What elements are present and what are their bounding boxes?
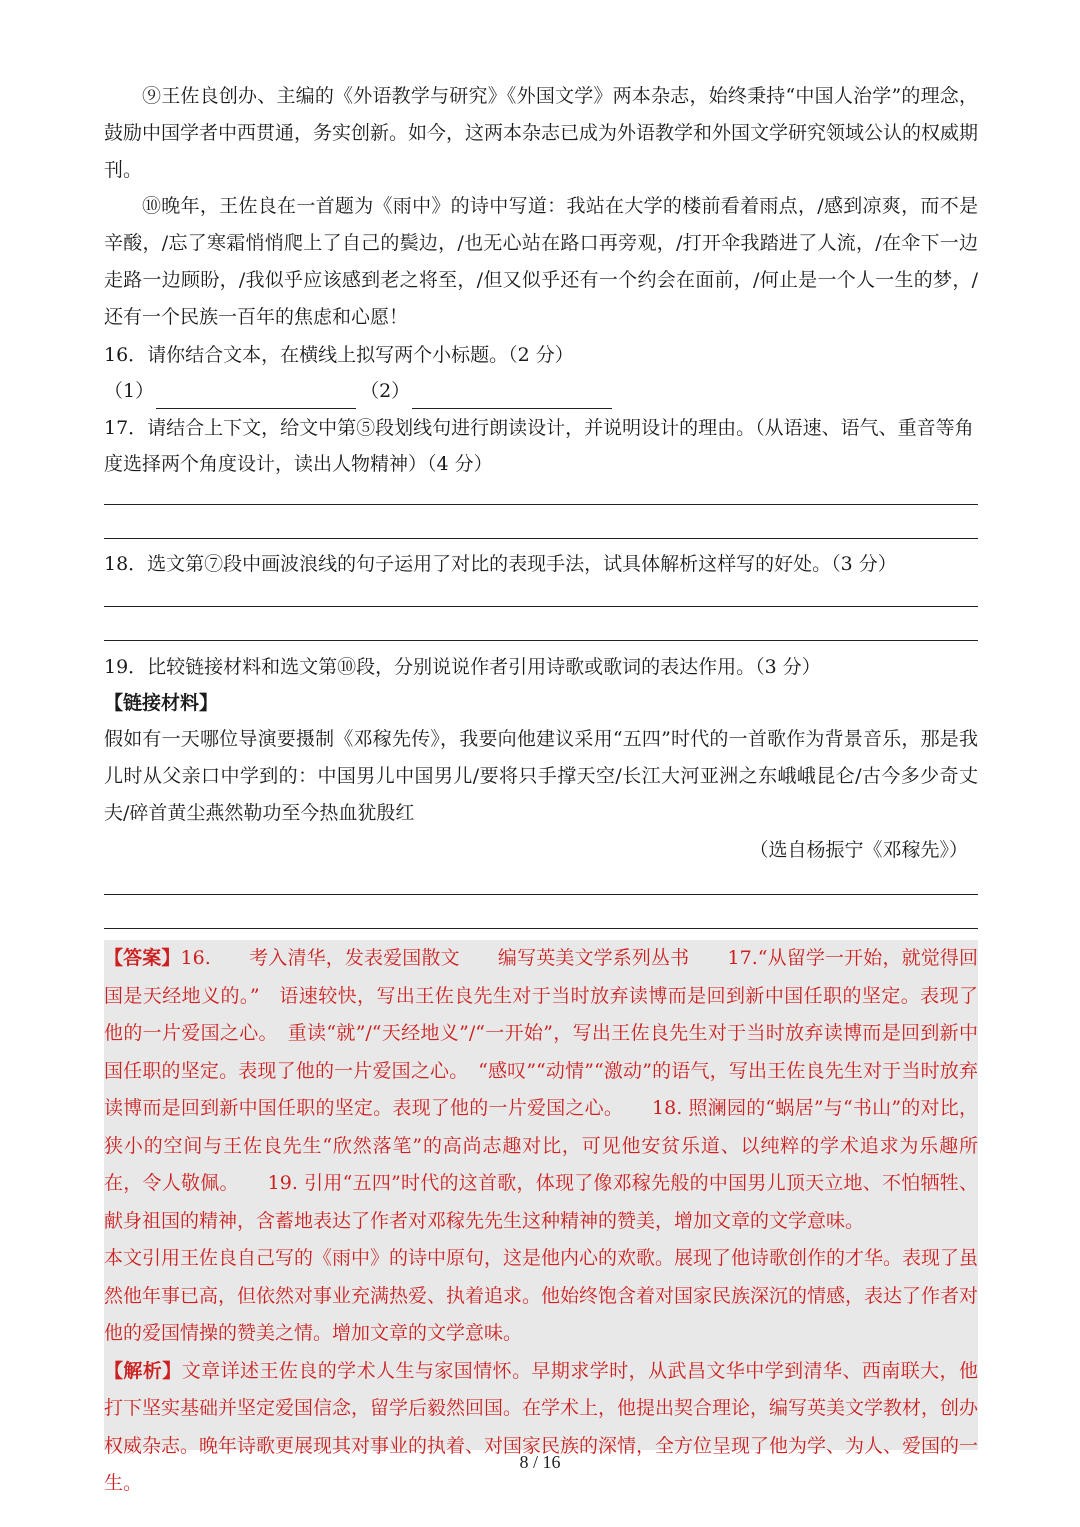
answer-text-2: 本文引用王佐良自己写的《雨中》的诗中原句，这是他内心的欢歌。展现了他诗歌创作的才华。表现了虽然他年事已高，但依然对事业充满热爱、执着追求。他始终饱含着对国家民族深沉的情感，表达了作者对他的爱国情操的赞美之情。增加文章的文学意味。 xyxy=(104,1247,979,1344)
link-material-heading: 【链接材料】 xyxy=(104,692,219,714)
page-number: 8 / 16 xyxy=(519,1452,561,1472)
question-19-text: 19．比较链接材料和选文第⑩段，分别说说作者引用诗歌或歌词的表达作用。（3 分） xyxy=(104,656,821,678)
blank-1-label: （1） xyxy=(104,380,155,402)
paragraph-10 xyxy=(104,188,978,336)
answer-line[interactable] xyxy=(104,538,978,539)
blank-2-label: （2） xyxy=(360,380,411,402)
question-16-text: 16．请你结合文本，在横线上拟写两个小标题。（2 分） xyxy=(104,344,574,366)
question-17-text: 17．请结合上下文，给文中第⑤段划线句进行朗读设计，并说明设计的理由。（从语速、语气、重音等角度选择两个角度设计，读出人物精神）（4 分） xyxy=(104,417,974,475)
link-material-text: 假如有一天哪位导演要摄制《邓稼先传》，我要向他建议采用“五四”时代的一首歌作为背景音乐，那是我儿时从父亲口中学到的：中国男儿中国男儿/要将只手撑天空/长江大河亚洲之东峨峨昆仑/古今多少奇丈夫/碎首黄尘燕然勒功至今热血犹殷红 xyxy=(104,728,978,824)
answer-line[interactable] xyxy=(104,504,978,505)
answer-block xyxy=(104,940,978,1240)
question-19 xyxy=(104,649,978,868)
link-material-source: （选自杨振宁《邓稼先》） xyxy=(749,839,968,861)
blank-2[interactable] xyxy=(412,386,612,409)
question-16 xyxy=(104,337,978,409)
paragraph-9-text: ⑨王佐良创办、主编的《外语教学与研究》《外国文学》两本杂志，始终秉持“中国人治学”的理念，鼓励中国学者中西贯通，务实创新。如今，这两本杂志已成为外语教学和外国文学研究领域公认的权威期刊。 xyxy=(104,85,979,181)
question-18-text: 18．选文第⑦段中画波浪线的句子运用了对比的表现手法，试具体解析这样写的好处。（3 分） xyxy=(104,553,897,575)
answer-text: 16. 考入清华，发表爱国散文 编写英美文学系列丛书 17.“从留学一开始，就觉得回国是天经地义的。” 语速较快，写出王佐良先生对于当时放弃读博而是回到新中国任职的坚定。表现了他的一片爱国之心。 重读“就”/“天经地义”/“一开始”，写出王佐良先生对于当时放弃读博而是回到新中国任职的坚定。表现了他的一片爱国之心。 “感叹”“动情”“激动”的语气，写出王佐良先生对于当时放弃读博而是回到新中国任职的坚定。表现了他的一片爱国之心。 18. 照澜园的“蜗居”与“书山”的对比，狭小的空间与王佐良先生“欣然落笔”的高尚志趣对比，可见他安贫乐道、以纯粹的学术追求为乐趣所在，令人敬佩。 19. 引用“五四”时代的这首歌，体现了像邓稼先般的中国男儿顶天立地、不怕牺牲、献身祖国的精神，含蓄地表达了作者对邓稼先先生这种精神的赞美，增加文章的文学意味。 xyxy=(104,947,978,1232)
question-16-answer-row xyxy=(104,373,978,409)
paragraph-9 xyxy=(104,78,978,189)
answer-tag: 【答案】 xyxy=(104,947,181,969)
answer-line[interactable] xyxy=(104,640,978,641)
answer-line[interactable] xyxy=(104,928,978,929)
analysis-block xyxy=(104,1353,978,1503)
blank-1[interactable] xyxy=(156,386,356,409)
answer-line[interactable] xyxy=(104,894,978,895)
analysis-text: 文章详述王佐良的学术人生与家国情怀。早期求学时，从武昌文华中学到清华、西南联大，他打下坚实基础并坚定爱国信念，留学后毅然回国。在学术上，他提出契合理论，编写英美文学教材，创办权威杂志。晚年诗歌更展现其对事业的执着、对国家民族的深情，全方位呈现了他为学、为人、爱国的一生。 xyxy=(104,1359,979,1494)
question-18 xyxy=(104,546,978,582)
paragraph-10-text: ⑩晚年，王佐良在一首题为《雨中》的诗中写道：我站在大学的楼前看着雨点，/感到凉爽，而不是辛酸，/忘了寒霜悄悄爬上了自己的鬓边，/也无心站在路口再旁观，/打开伞我踏进了人流，/在伞下一边走路一边顾盼，/我似乎应该感到老之将至，/但又似乎还有一个约会在面前，/何止是一个人一生的梦，/还有一个民族一百年的焦虑和心愿！ xyxy=(104,195,978,328)
analysis-tag: 【解析】 xyxy=(104,1359,182,1382)
answer-line[interactable] xyxy=(104,606,978,607)
question-17 xyxy=(104,410,978,482)
